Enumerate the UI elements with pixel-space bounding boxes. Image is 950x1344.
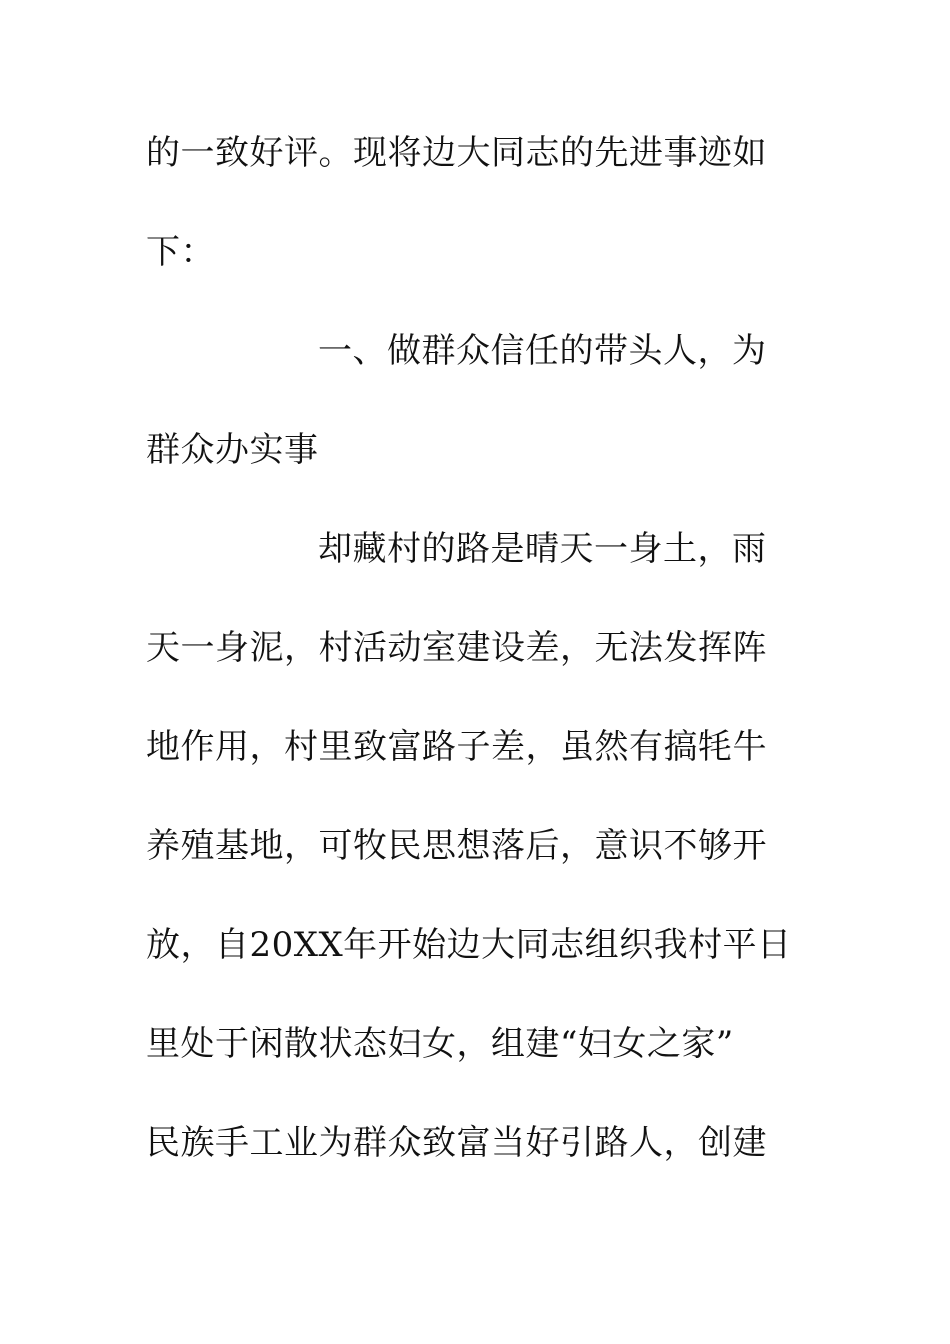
text-line: 里处于闲散状态妇女，组建“妇女之家” [146,1024,734,1064]
text-line: 养殖基地，可牧民思想落后，意识不够开 [146,826,767,866]
section-heading-continued: 群众办实事 [146,430,319,470]
text-line: 的一致好评。现将边大同志的先进事迹如 [146,133,767,173]
text-line: 下： [146,232,215,272]
paragraph-first-line: 却藏村的路是晴天一身土，雨 [318,529,767,569]
text-line: 民族手工业为群众致富当好引路人，创建 [146,1123,767,1163]
section-heading: 一、做群众信任的带头人，为 [318,331,767,371]
text-line: 放，自20XX年开始边大同志组织我村平日 [146,925,792,965]
text-line: 地作用，村里致富路子差，虽然有搞牦牛 [146,727,767,767]
text-line: 天一身泥，村活动室建设差，无法发挥阵 [146,628,767,668]
